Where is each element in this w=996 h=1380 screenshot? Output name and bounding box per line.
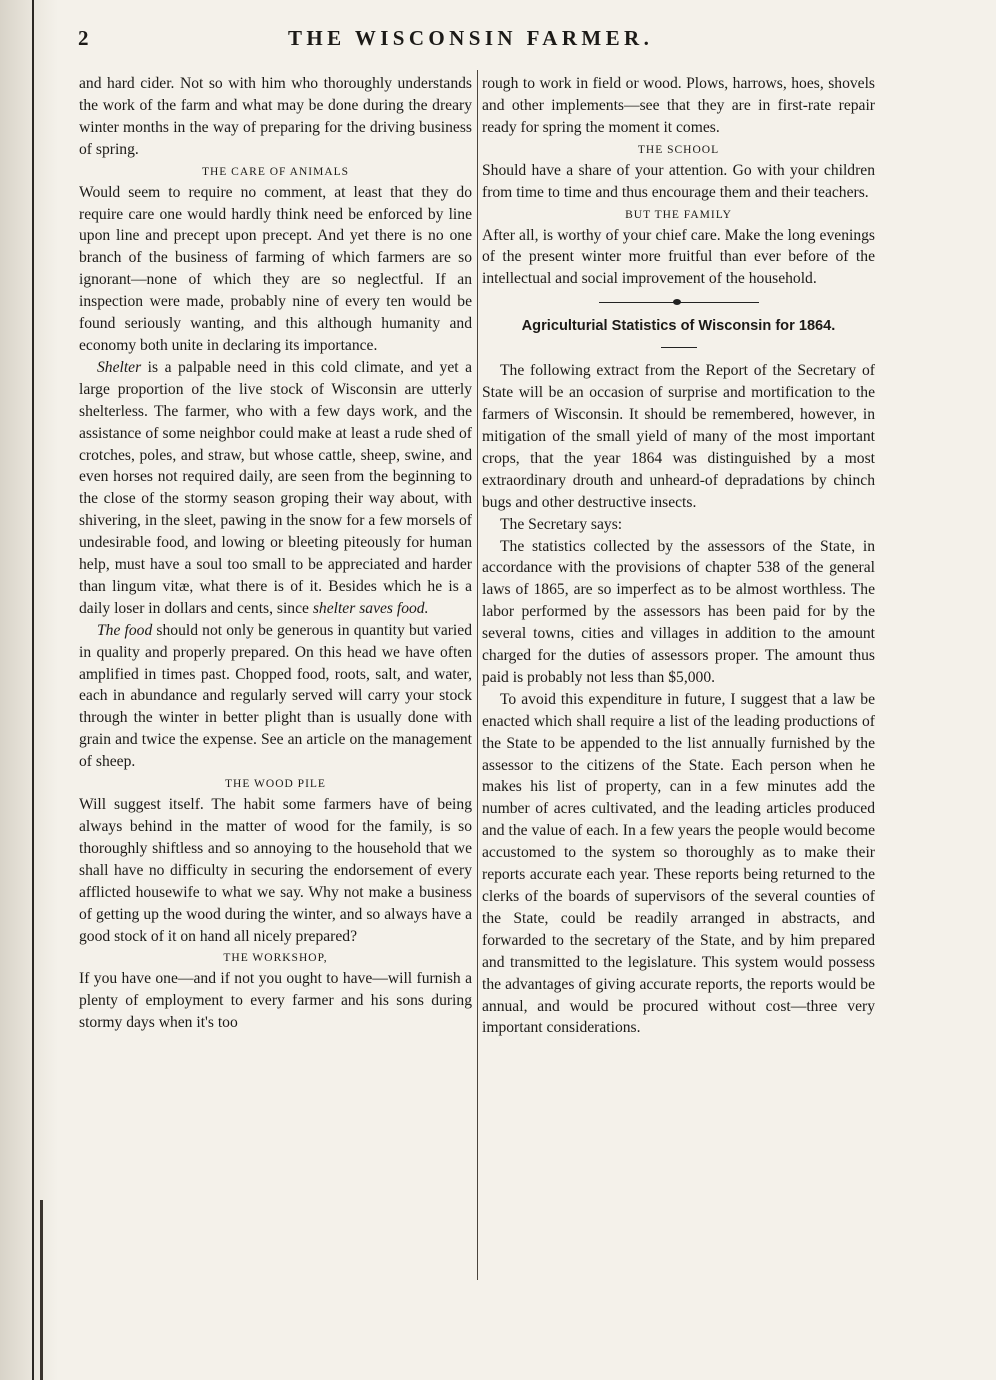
article-title: Agriculturial Statistics of Wisconsin for 1864. bbox=[521, 318, 836, 335]
paragraph-food bbox=[79, 620, 472, 773]
paragraph-intro: and hard cider. Not so with him who thoroughly understands the work of the farm and what may be done during the dreary winter months in the way of preparing for the driving business of spring. bbox=[79, 75, 472, 158]
binding-edge bbox=[32, 0, 34, 1380]
paragraph-suggestion: To avoid this expenditure in future, I suggest that a law be enacted which shall require a list of the leading productions of the State to be appended to the list annually furnished by the assessor to the citizens of the State. Each person when he makes his list of property, can in a few minutes add the number of acres cultivated, and the leading articles produced and the value of each. In a few years the people would become accustomed to the system so thoroughly as to make their reports accurate each year. These reports being returned to the clerks of the boards of supervisors of the several counties of the State, could be readily arranged in abstracts, and forwarded to the secretary of the State, and by him prepared and transmitted to the legislature. This system would possess the advantages of giving accurate reports, the reports would be annual, and would be procured without cost—three very important considerations. bbox=[482, 690, 875, 1037]
divider-ornament bbox=[673, 299, 681, 305]
paragraph-wood-pile: Will suggest itself. The habit some farmers have of being always behind in the matter of wood for the family, is so thoroughly shiftless and so annoying to the household that we shall have no difficulty in securing the endorsement of every afflicted housewife to what we say. Why not make a business of getting up the wood during the winter, and so always have a good stock of it on hand all nicely prepared? bbox=[79, 796, 472, 945]
heading-care-of-animals: THE CARE OF ANIMALS bbox=[201, 165, 350, 178]
running-title: THE WISCONSIN FARMER. bbox=[288, 26, 654, 50]
heading-school: THE SCHOOL bbox=[637, 143, 720, 156]
shelter-tail: shelter saves food. bbox=[312, 599, 429, 617]
paragraph-school: Should have a share of your attention. Go with your children from time to time and thus encourage them and their teachers. bbox=[482, 161, 875, 201]
paragraph-workshop: If you have one—and if not you ought to have—will furnish a plenty of employment to every farmer and his sons during stormy days when it's too bbox=[79, 970, 472, 1032]
left-column bbox=[79, 73, 472, 1034]
paragraph-statistics: The statistics collected by the assessors of the State, in accordance with the provisions of chapter 538 of the general laws of 1865, are so imperfect as to be almost worthless. The labor performed by the assessors has been paid for by the several towns, cities and villages in addition to the amount charged for the duties of assessors proper. The amount thus paid is probably not less than $5,000. bbox=[482, 537, 875, 686]
heading-family: BUT THE FAMILY bbox=[625, 208, 732, 221]
shelter-body: is a palpable need in this cold climate, and yet a large proportion of the live stock of Wisconsin are utterly shelterless. The farmer, who with a few days work, and the assistance of some neighbor could make at least a rude shed of crotches, poles, and straw, but whose cattle, sheep, swine, and even horses not required daily, are seen from the beginning to the close of the stormy season groping their way about, with shivering, in the sleet, pawing in the snow for a few morsels of undesirable food, and lowing or bleeting piteously for human help, must have a soul too small to be appreciated and harder than lingum vitæ, what there is of it. Besides which he is a daily loser in dollars and cents, since bbox=[79, 358, 472, 617]
section-divider bbox=[599, 302, 759, 303]
paragraph-continued: rough to work in field or wood. Plows, harrows, hoes, shovels and other implements—see that they are in first-rate repair ready for spring the moment it comes. bbox=[482, 75, 875, 136]
paragraph-family: After all, is worthy of your chief care. Make the long evenings of the present winter more fruitful than ever before of the intellectual and social improvement of the household. bbox=[482, 226, 875, 288]
heading-wood-pile: THE WOOD PILE bbox=[225, 778, 326, 791]
paragraph-extract-intro: The following extract from the Report of the Secretary of State will be an occasion of surprise and mortification to the farmers of Wisconsin. It should be remembered, however, in mitigation of the small yield of many of the most important crops, that the year 1864 was distinguished by a most extraordinary drouth and unheard-of depradations by chinch bugs and other destructive insects. bbox=[482, 362, 875, 511]
paragraph-shelter bbox=[79, 357, 472, 620]
right-column bbox=[482, 73, 875, 1039]
binding-shadow bbox=[0, 0, 58, 1380]
paragraph-care-of-animals: Would seem to require no comment, at least that they do require care one would hardly think need be enforced by line upon line and precept upon precept. And yet there is no one branch of the business of farming of which farmers are so ignorant—none of which they are so neglectful. If an inspection were made, probably nine of every ten would be found seriously wanting, and this although humanity and economy both unite in declaring its importance. bbox=[79, 183, 472, 354]
runin-food: The food bbox=[97, 621, 153, 639]
food-body: should not only be generous in quantity but varied in quality and properly prepared. On this head we have often amplified in times past. Chopped food, roots, salt, and water, each in abundance and regularly served will carry your stock through the winter in better plight than is usually done with grain and twice the expense. See an article on the management of sheep. bbox=[79, 621, 472, 771]
page-number: 2 bbox=[78, 26, 89, 50]
page-header bbox=[78, 26, 878, 56]
title-rule bbox=[661, 347, 697, 348]
paragraph-secretary-says: The Secretary says: bbox=[500, 515, 623, 533]
heading-workshop: THE WORKSHOP, bbox=[223, 952, 328, 965]
column-rule bbox=[477, 70, 478, 1280]
runin-shelter: Shelter bbox=[97, 358, 142, 376]
binding-edge-lower bbox=[40, 1200, 43, 1380]
